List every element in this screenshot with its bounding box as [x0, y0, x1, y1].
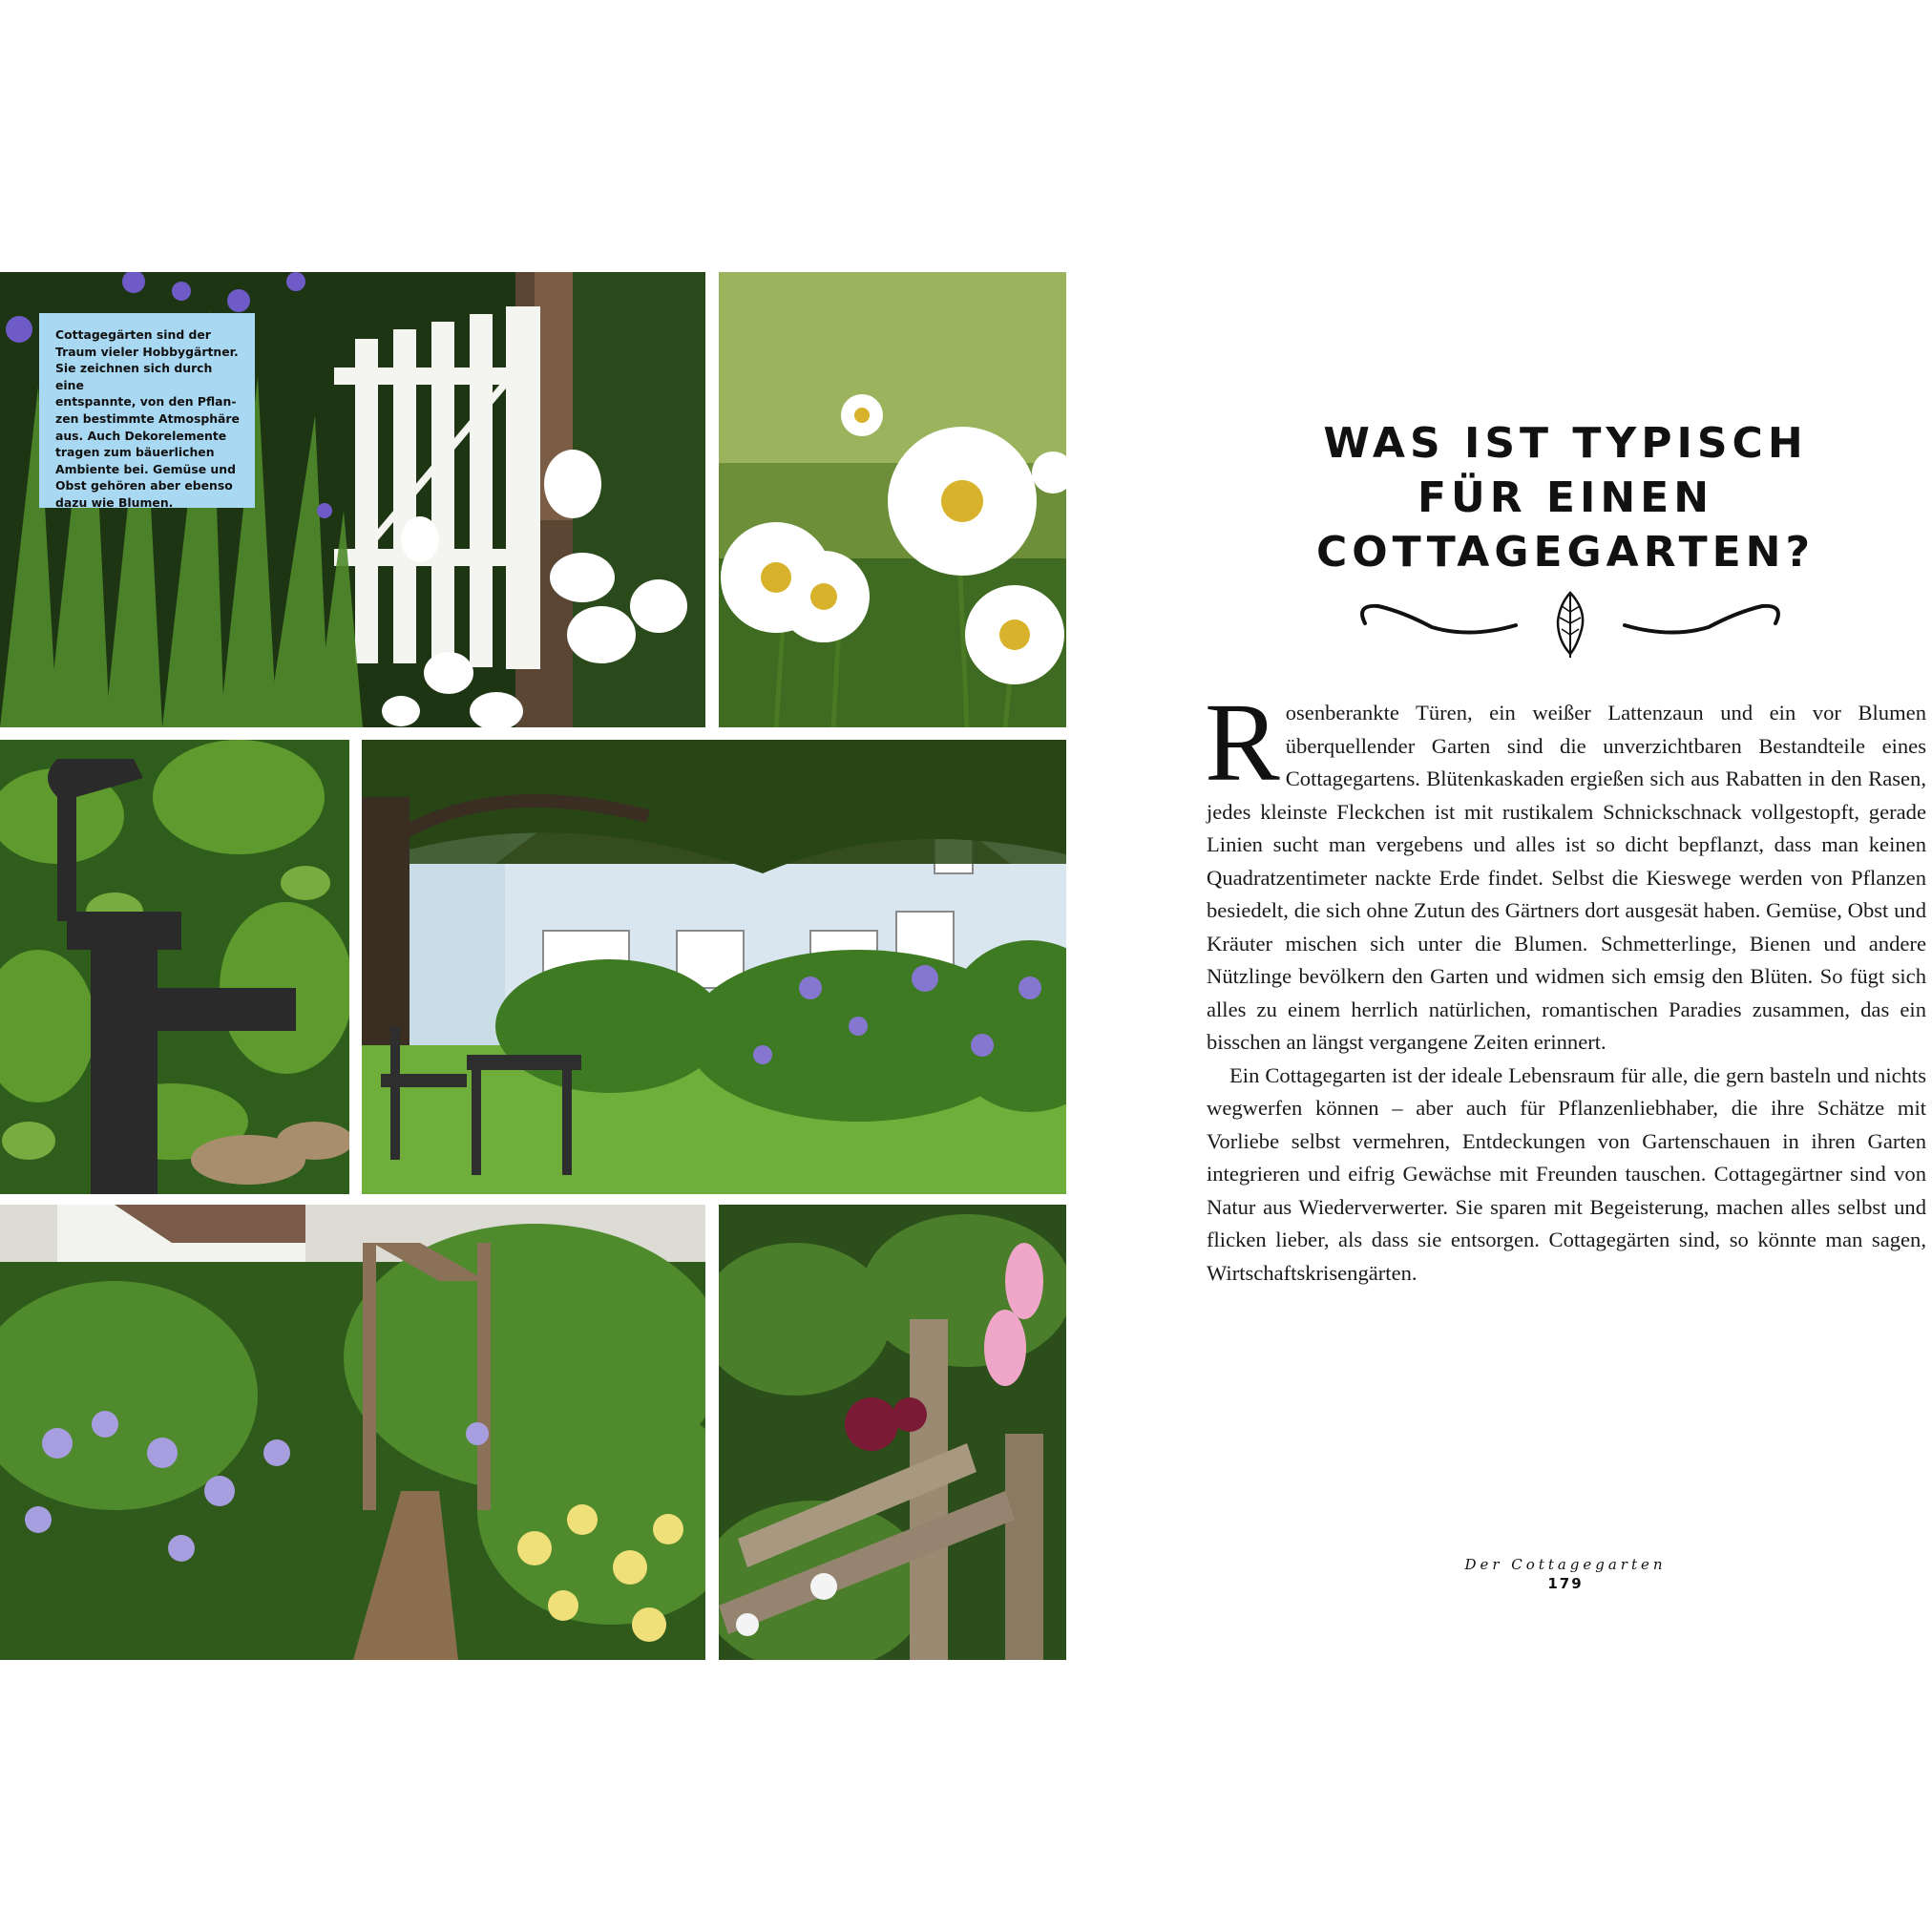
photo-water-pump — [0, 740, 349, 1194]
caption-line: tragen zum bäuerlichen — [55, 445, 215, 460]
caption-line: entspannte, von den Pflan- — [55, 394, 237, 410]
caption-line: Cottagegärten sind der — [55, 327, 211, 342]
caption-line: Sie zeichnen sich durch eine — [55, 361, 213, 392]
photo-cottage-house — [362, 740, 1066, 1194]
page-number: 179 — [1547, 1575, 1584, 1592]
paragraph-1 — [1205, 680, 1926, 1060]
article-body — [1205, 680, 1926, 1290]
photo-garden-arch — [0, 1205, 705, 1660]
caption-line: aus. Auch Dekorelemente — [55, 428, 227, 443]
caption-line: Obst gehören aber ebenso — [55, 478, 233, 494]
caption-line: dazu wie Blumen. — [55, 494, 174, 510]
caption-line: Traum vieler Hobbygärtner. — [55, 344, 239, 359]
heading-line-3: COTTAGEGARTEN? — [1315, 528, 1816, 577]
running-head: Der Cottagegarten — [1464, 1556, 1667, 1573]
caption-line: zen bestimmte Atmosphäre — [55, 410, 240, 426]
heading-line-1: WAS IST TYPISCH — [1323, 419, 1808, 468]
photo-daisies — [719, 272, 1066, 727]
page-footer — [1413, 1556, 1718, 1592]
leaf-ornament-icon — [1346, 583, 1795, 660]
page-heading — [1250, 416, 1880, 579]
caption-line: Ambiente bei. Gemüse und — [55, 461, 236, 476]
paragraph-2: Ein Cottagegarten ist der ideale Lebensraum für alle, die gern basteln und nichts wegwerfen können – aber auch für Pflanzenliebhaber, die ihre Schätze mit Vorliebe selbst vermehren, Entdeckungen von Gartenschauen in ihren Garten integrieren und eifrig Gewächse mit Freunden tauschen. Cottagegärtner sind von Natur aus Wiederverwerter. Sie sparen mit Begeisterung, machen alles selbst und flicken lieber, als dass sie entsorgen. Cottagegärten sind, so könnte man sagen, Wirtschaftskrisengärten. — [1207, 1062, 1926, 1285]
heading-line-2: FÜR EINEN — [1417, 473, 1714, 522]
photo-caption — [39, 313, 255, 508]
drop-cap: R — [1205, 680, 1280, 805]
photo-roses-fence — [719, 1205, 1066, 1660]
paragraph-1-text: osenberankte Türen, ein weißer Lattenzaun und ein vor Blumen überquellender Garten sind die unverzichtbaren Bestandteile eines Cottagegartens. Blütenkaskaden ergießen sich aus Rabatten in den Rasen, jedes kleinste Fleckchen ist mit rustikalem Schnickschnack vollgestopft, gerade Linien sucht man vergebens und alles ist so dicht bepflanzt, dass man keinen Quadratzentimeter nackte Erde findet. Selbst die Kieswege werden von Pflanzen besiedelt, die sich ohne Zutun des Gärtners dort ausgesät haben. Gemüse, Obst und Kräuter mischen sich unter die Blumen. Schmetterlinge, Bienen und andere Nützlinge bevölkern den Garten und widmen sich emsig den Blüten. So fügt sich alles zu einem herrlich natürlichen, romantischen Paradies zusammen, das ein bisschen an längst vergangene Zeiten erinnert. — [1207, 701, 1926, 1054]
